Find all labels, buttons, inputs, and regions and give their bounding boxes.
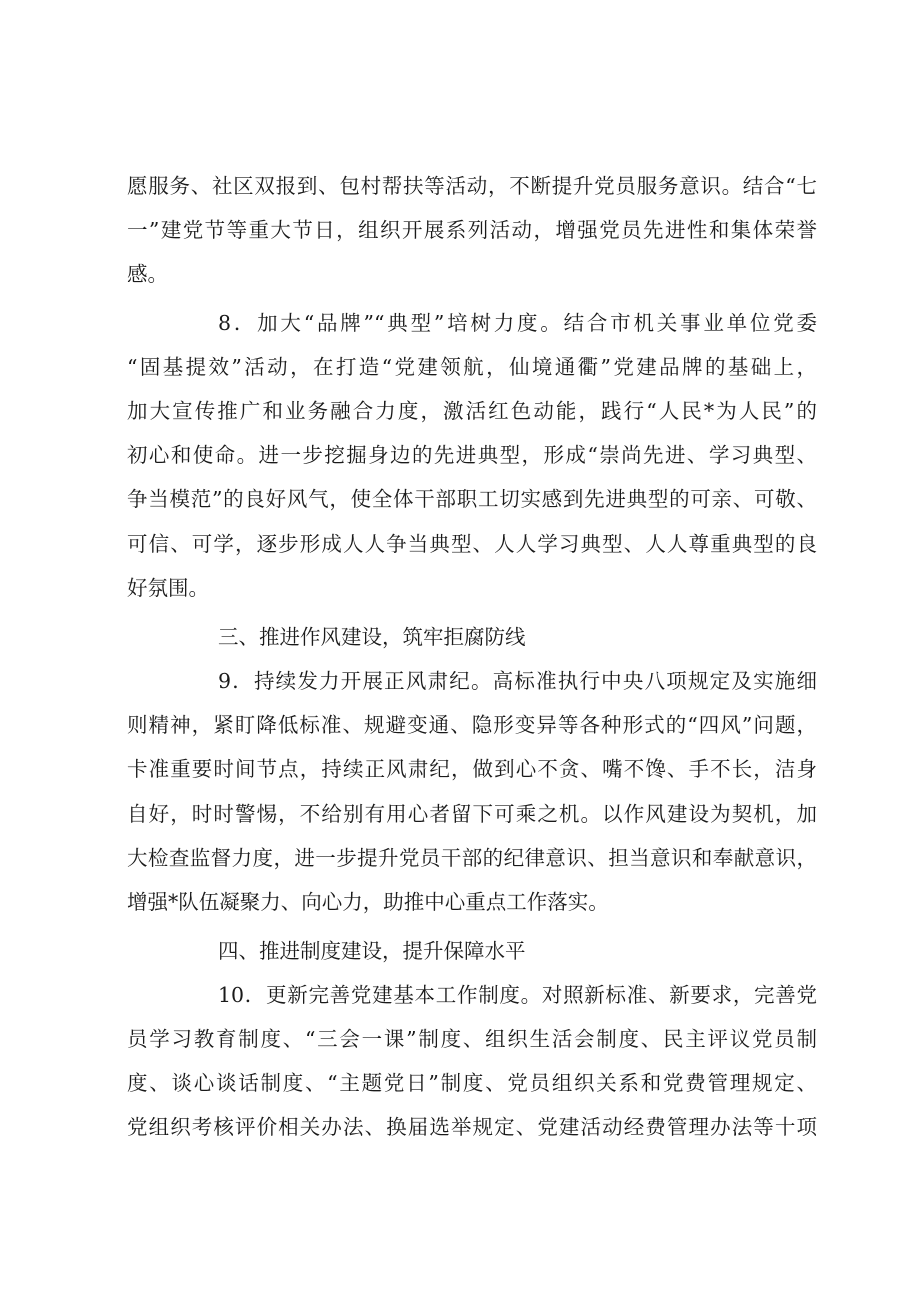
paragraph-line: 感。 <box>127 262 168 286</box>
item-10-line: 10．更新完善党建基本工作制度。对照新标准、新要求，完善党 <box>218 983 817 1007</box>
item-10-line: 度、谈心谈话制度、“主题党日”制度、党员组织关系和党费管理规定、 <box>127 1071 817 1095</box>
item-9-line: 则精神，紧盯降低标准、规避变通、隐形变异等各种形式的“四风”问题， <box>127 713 817 737</box>
item-8-line: 8．加大“品牌”“典型”培树力度。结合市机关事业单位党委 <box>218 311 817 335</box>
item-8-line: “固基提效”活动，在打造“党建领航，仙境通衢”党建品牌的基础上， <box>127 355 817 379</box>
item-8-line: 争当模范”的良好风气，使全体干部职工切实感到先进典型的可亲、可敬、 <box>127 487 817 511</box>
item-8-line: 可信、可学，逐步形成人人争当典型、人人学习典型、人人尊重典型的良 <box>127 532 817 556</box>
item-9-line: 自好，时时警惕，不给别有用心者留下可乘之机。以作风建设为契机，加 <box>127 802 817 826</box>
item-9-line: 9．持续发力开展正风肃纪。高标准执行中央八项规定及实施细 <box>218 669 817 693</box>
item-10-line: 党组织考核评价相关办法、换届选举规定、党建活动经费管理办法等十项 <box>127 1115 817 1139</box>
item-8-line: 初心和使命。进一步挖掘身边的先进典型，形成“崇尚先进、学习典型、 <box>127 443 817 467</box>
item-8-line: 加大宣传推广和业务融合力度，激活红色动能，践行“人民*为人民”的 <box>127 399 817 423</box>
paragraph-line: 一”建党节等重大节日，组织开展系列活动，增强党员先进性和集体荣誉 <box>127 218 817 242</box>
item-9-line: 大检查监督力度，进一步提升党员干部的纪律意识、担当意识和奉献意识， <box>127 846 817 870</box>
item-9-line: 卡准重要时间节点，持续正风肃纪，做到心不贪、嘴不馋、手不长，洁身 <box>127 757 817 781</box>
item-8-line: 好氛围。 <box>127 576 209 600</box>
item-10-line: 员学习教育制度、“三会一课”制度、组织生活会制度、民主评议党员制 <box>127 1027 817 1051</box>
section-heading-3: 三、推进作风建设，筑牢拒腐防线 <box>218 625 526 649</box>
paragraph-line: 愿服务、社区双报到、包村帮扶等活动，不断提升党员服务意识。结合“七 <box>127 174 817 198</box>
section-heading-4: 四、推进制度建设，提升保障水平 <box>218 939 526 963</box>
item-9-line: 增强*队伍凝聚力、向心力，助推中心重点工作落实。 <box>127 890 609 914</box>
